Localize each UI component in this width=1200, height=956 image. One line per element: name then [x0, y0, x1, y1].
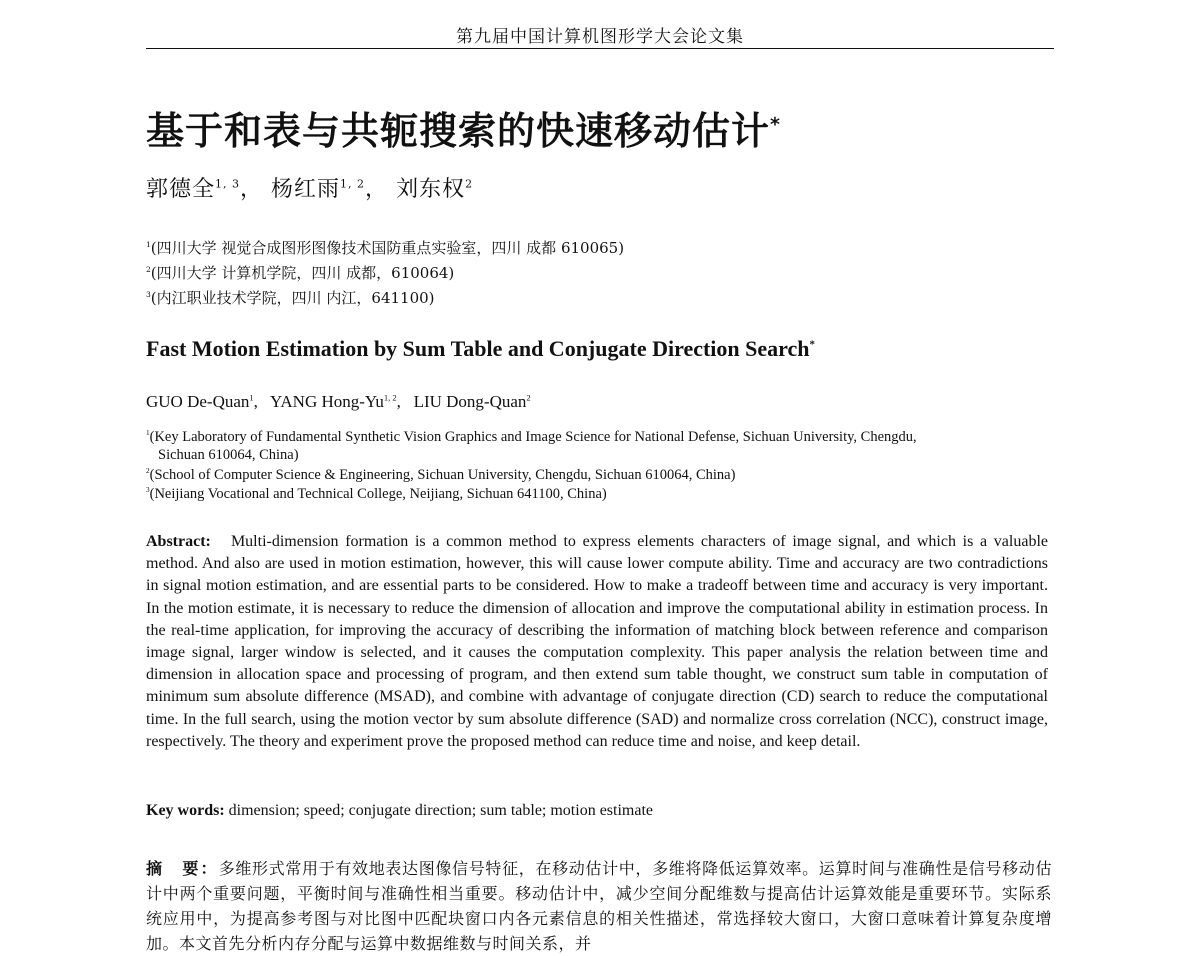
- cn-affiliation-3-num: 3: [146, 290, 151, 299]
- en-author-1-affil: 1: [249, 392, 254, 403]
- en-affiliation-3-num: 3: [146, 486, 150, 495]
- chinese-title: [146, 100, 1046, 155]
- cn-author-3-affil: 2: [465, 177, 474, 191]
- en-affiliation-2: [146, 466, 1056, 484]
- english-title-text: Fast Motion Estimation by Sum Table and Conjugate Direction Search: [146, 336, 810, 361]
- running-header: 第九届中国计算机图形学大会论文集: [146, 22, 1054, 49]
- en-affiliation-1-num: 1: [146, 429, 150, 438]
- cn-author-1-affil: 1, 3: [215, 177, 241, 191]
- cn-affiliation-1: [146, 238, 624, 258]
- cn-affiliation-1-num: 1: [146, 240, 151, 249]
- en-affiliation-3: [146, 485, 1056, 503]
- en-author-sep-1: ,: [253, 392, 258, 411]
- english-title: [146, 336, 1046, 362]
- cn-author-2: 杨红雨: [271, 177, 341, 202]
- keywords-label: Key words:: [146, 802, 225, 819]
- cn-author-2-affil: 1, 2: [340, 177, 366, 191]
- cn-author-sep-2: ，: [365, 177, 389, 202]
- en-author-3-affil: 2: [526, 392, 531, 403]
- en-author-2: YANG Hong-Yu: [270, 392, 384, 411]
- english-abstract: [146, 531, 1048, 753]
- chinese-abstract: [146, 856, 1052, 956]
- cn-author-sep-1: ，: [240, 177, 264, 202]
- en-affiliation-3-text: (Neijiang Vocational and Technical College, Neijiang, Sichuan 641100, China): [149, 486, 607, 502]
- cn-author-3: 刘东权: [396, 177, 466, 202]
- en-author-2-affil: 1, 2: [383, 392, 397, 403]
- en-affiliation-1: [146, 428, 1056, 464]
- chinese-title-text: 基于和表与共轭搜索的快速移动估计: [146, 109, 771, 153]
- keywords-text: dimension; speed; conjugate direction; sum table; motion estimate: [228, 802, 654, 819]
- cn-affiliation-3: [146, 288, 435, 308]
- en-affiliation-1-cont: Sichuan 610064, China): [158, 447, 299, 463]
- en-author-sep-2: ,: [396, 392, 401, 411]
- chinese-authors: [146, 172, 473, 203]
- chinese-title-footnote-mark: *: [770, 113, 781, 136]
- abstract-label: Abstract:: [146, 533, 211, 550]
- english-authors: [146, 392, 531, 412]
- cn-affiliation-3-text: (内江职业技术学院，四川 内江，641100): [150, 289, 435, 307]
- cn-author-1: 郭德全: [146, 177, 216, 202]
- en-affiliation-2-text: (School of Computer Science & Engineering, Sichuan University, Chengdu, Sichuan 610064, China): [149, 467, 736, 483]
- english-title-footnote-mark: *: [809, 338, 816, 351]
- cn-abstract-text: 多维形式常用于有效地表达图像信号特征，在移动估计中，多维将降低运算效率。运算时间与准确性是信号移动估计中两个重要问题，平衡时间与准确性相当重要。移动估计中，减少空间分配维数与提高估计运算效能是重要环节。实际系统应用中，为提高参考图与对比图中匹配块窗口内各元素信息的相关性描述，常选择较大窗口，大窗口意味着计算复杂度增加。本文首先分析内存分配与运算中数据维数与时间关系，并: [146, 859, 1052, 953]
- abstract-text: Multi-dimension formation is a common method to express elements characters of image signal, and which is a valuable method. And also are used in motion estimation, however, this will cause lower compute ability. Time and accuracy are two contradictions in signal motion estimation, and are essential parts to be considered. How to make a tradeoff between time and accuracy is very important. In the motion estimate, it is necessary to reduce the dimension of allocation and improve the computational ability in estimation process. In the real-time application, for improving the accuracy of describing the information of matching block between reference and comparison image signal, larger window is selected, and it causes the computation complexity. This paper analysis the relation between time and dimension in allocation space and processing of program, and then extend sum table thought, we construct sum table in computation of minimum sum absolute difference (MSAD), and combine with advantage of conjugate direction (CD) search to reduce the computational time. In the full search, using the motion vector by sum absolute difference (SAD) and normalize cross correlation (NCC), construct image, respectively. The theory and experiment prove the proposed method can reduce time and noise, and keep detail.: [146, 533, 1049, 750]
- en-author-1: GUO De-Quan: [146, 392, 250, 411]
- cn-abstract-label: 摘 要：: [146, 859, 219, 878]
- cn-affiliation-2-num: 2: [146, 265, 151, 274]
- cn-affiliation-2-text: (四川大学 计算机学院，四川 成都，610064): [150, 264, 455, 282]
- en-author-3: LIU Dong-Quan: [413, 392, 527, 411]
- cn-affiliation-1-text: (四川大学 视觉合成图形图像技术国防重点实验室，四川 成都 610065): [150, 239, 625, 257]
- cn-affiliation-2: [146, 263, 454, 283]
- en-affiliation-2-num: 2: [146, 467, 150, 476]
- en-affiliation-1-text: (Key Laboratory of Fundamental Synthetic Vision Graphics and Image Science for National Defense, Sichuan University, Chengdu,: [149, 429, 917, 445]
- english-keywords: [146, 800, 1048, 822]
